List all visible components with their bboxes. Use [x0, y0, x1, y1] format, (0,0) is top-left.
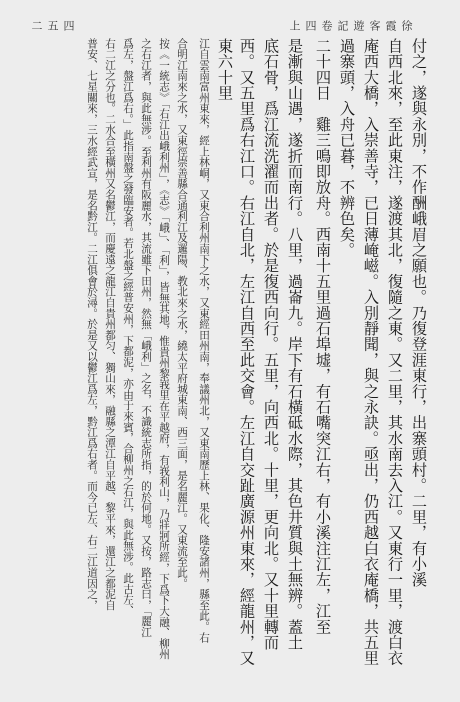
running-title: 徐霞客遊記卷四上	[288, 20, 413, 32]
text-column: 是漸與山遇，遂折而南行。八里，過崙九。岸下有石橫砥水際，其色井質與土無辨。蓋土	[286, 38, 304, 651]
body-text	[40, 38, 430, 678]
text-column: 底石骨，爲江流洗濯而出者。於是復西向行。五里，向西北。十里，更向北。又十里轉而	[262, 38, 280, 651]
text-column: 過寨頭，入舟已暮，不辨色矣。	[338, 38, 356, 258]
annotation-column: 合明江南來之水，又東徑崇善縣合通利江及邏陽、教北來之水，繞太平府城東南、西三面，是名麗江。又東流至此。	[176, 38, 188, 589]
text-column: 二十四日 雞三鳴即放舟。西南十五里過石埠墟，有石嘴突江右，有小溪注江左，江至	[314, 38, 332, 635]
text-column: 西。又五里爲右江口。右江自北，左江自西至此交會。左江自交趾廣源州東來，經龍州，又東六十里	[216, 38, 256, 666]
text-column: 自西北來，至此東注，遂渡其北，復隨之東。又二里，其水南去入江。又東行一里，渡白衣	[386, 38, 404, 666]
annotation-column: 按《一統志》「右江出峨利州」，《志》「峨」、「利」，皆無其地，惟貴州黎峩里在平越府，有峩利山，乃牂牁所經，下爲下大融、柳州	[158, 38, 170, 660]
annotation-column: 普安、七星關來，三水經武宣，是名黔江。二江俱會於潯。於是又以鬱江爲左，黔江爲右者。而今已左、右二江道因之，	[86, 38, 98, 611]
annotation-column: 之右江者，與此無涉。至利州有阪麗水，其流雖下田州，然無「峨利」之名，不識統志所指，的於何地。又按，路志曰，「麗江	[140, 38, 152, 638]
page-header	[10, 20, 450, 36]
annotation-column: 右二江之分也。二水合至橫州又名鬱江，而慶遠之龍江自貴州都匀、獨山來，融縣之潭江自平越、黎平來，還江之都泥自	[104, 38, 116, 611]
text-column: 付之，遂與永別，不作酬峨眉之願也。乃復登涯東行，出寨頭村。二里，有小溪	[410, 38, 428, 588]
annotation-column: 爲左，盤江爲右。」此指南盤之發臨安者。若北盤之經普安州，下都泥，亦由于來賓，合柳州之右江，與此無涉。此古左、	[122, 38, 134, 616]
annotation-column: 江自雲南富州東來，經上林峒，又東合利州南下之水，又東經田州南，奉議州北，又東南歷上林、果化、隆安諸州，縣至此。右	[198, 38, 210, 643]
page-number: 四五二	[30, 20, 75, 31]
text-column: 庵西大橋，入崇善寺，已日薄崦嵫。入別靜聞，與之永訣。亟出，仍西越白衣庵橋，共五里	[362, 38, 380, 666]
